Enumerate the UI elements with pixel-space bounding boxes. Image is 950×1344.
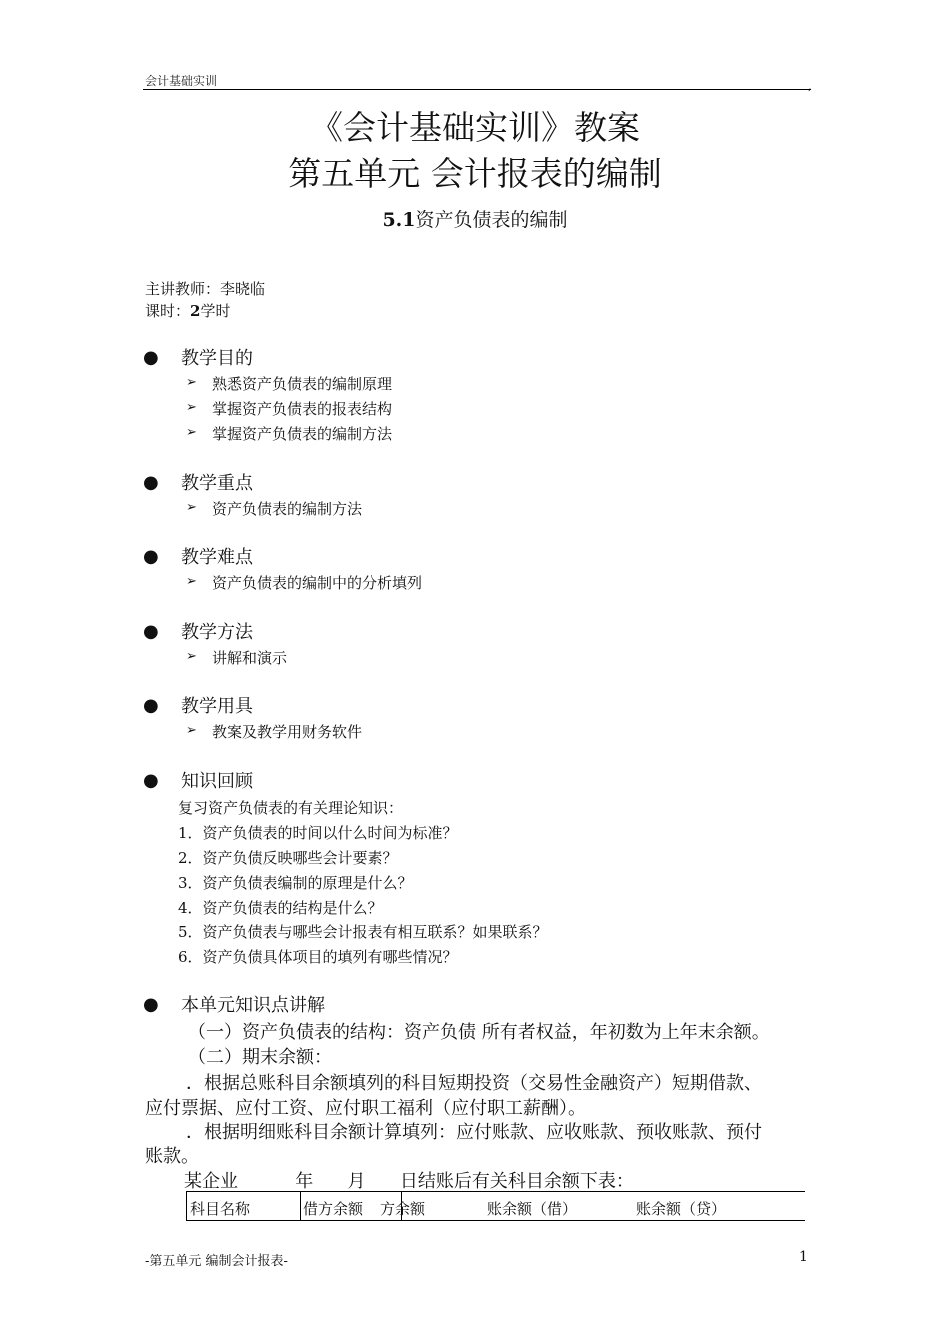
table-header-cell: 科目名称: [190, 1200, 251, 1218]
bullet-icon: ●: [143, 546, 159, 567]
list-item: 讲解和演示: [212, 649, 288, 667]
bullet-icon: ●: [143, 347, 159, 368]
list-item: 掌握资产负债表的编制方法: [212, 425, 393, 443]
table-header-cell: 方余额: [380, 1200, 426, 1218]
doc-title: 《会计基础实训》教案: [310, 108, 640, 147]
table-caption: 某企业 年 月 日结账后有关科目余额下表：: [184, 1171, 634, 1192]
header-rule: [143, 89, 811, 90]
review-item: 3．资产负债表编制的原理是什么？: [178, 874, 413, 892]
lecture-para-2: （二）期末余额：: [188, 1047, 332, 1068]
review-item: 4．资产负债表的结构是什么？: [178, 899, 383, 917]
teacher-name: 李晓临: [220, 280, 266, 298]
arrow-icon: ➢: [186, 375, 197, 390]
balance-table-header: [186, 1191, 805, 1221]
subtitle-number: 5.1: [382, 209, 416, 231]
hours-number: 2: [190, 302, 201, 320]
footer-text: -第五单元 编制会计报表-: [145, 1254, 288, 1269]
review-item: 5．资产负债表与哪些会计报表有相互联系？如果联系？: [178, 923, 548, 941]
lecture-para-4a: ．根据明细账科目余额计算填列：应付账款、应收账款、预收账款、预付: [186, 1122, 762, 1143]
section-title-review: 知识回顾: [181, 771, 253, 792]
table-header-cell: 借方余额: [303, 1200, 364, 1218]
section-title-goals: 教学目的: [181, 348, 253, 369]
arrow-icon: ➢: [186, 425, 197, 440]
section-title-method: 教学方法: [181, 622, 253, 643]
arrow-icon: ➢: [186, 500, 197, 515]
bullet-icon: ●: [143, 994, 159, 1015]
list-item: 教案及教学用财务软件: [212, 723, 363, 741]
arrow-icon: ➢: [186, 649, 197, 664]
section-title-tools: 教学用具: [181, 696, 253, 717]
review-item: 2．资产负债反映哪些会计要素？: [178, 849, 398, 867]
bullet-icon: ●: [143, 621, 159, 642]
arrow-icon: ➢: [186, 723, 197, 738]
table-header-cell: 账余额（贷）: [636, 1200, 727, 1218]
bullet-icon: ●: [143, 770, 159, 791]
review-item: 1．资产负债表的时间以什么时间为标准？: [178, 824, 458, 842]
page-number: 1: [799, 1249, 808, 1265]
hours-unit: 学时: [200, 302, 231, 320]
bullet-icon: ●: [143, 472, 159, 493]
arrow-icon: ➢: [186, 574, 197, 589]
review-intro: 复习资产负债表的有关理论知识：: [178, 799, 404, 817]
subtitle-text: 资产负债表的编制: [415, 209, 568, 231]
hours-label: 课时：: [145, 302, 191, 320]
lecture-para-3a: ．根据总账科目余额填列的科目短期投资（交易性金融资产）短期借款、: [186, 1073, 762, 1094]
teacher-line: [145, 278, 265, 299]
lecture-para-3b: 应付票据、应付工资、应付职工福利（应付职工薪酬）。: [145, 1098, 586, 1119]
hours-line: [145, 300, 230, 321]
review-item: 6．资产负债具体项目的填列有哪些情况？: [178, 948, 458, 966]
lecture-para-4b: 账款。: [145, 1146, 199, 1167]
list-item: 资产负债表的编制方法: [212, 500, 363, 518]
unit-title: 第五单元 会计报表的编制: [288, 154, 662, 193]
list-item: 熟悉资产负债表的编制原理: [212, 375, 393, 393]
list-item: 资产负债表的编制中的分析填列: [212, 574, 423, 592]
teacher-label: 主讲教师：: [145, 280, 221, 298]
list-item: 掌握资产负债表的报表结构: [212, 400, 393, 418]
arrow-icon: ➢: [186, 400, 197, 415]
section-subtitle: [0, 205, 950, 232]
bullet-icon: ●: [143, 695, 159, 716]
section-title-focus: 教学重点: [181, 473, 253, 494]
section-title-difficulty: 教学难点: [181, 547, 253, 568]
header-comma: ,: [808, 80, 812, 93]
section-title-lecture: 本单元知识点讲解: [181, 995, 325, 1016]
running-header: 会计基础实训: [145, 74, 218, 88]
table-divider: [300, 1192, 301, 1220]
table-header-cell: 账余额（借）: [487, 1200, 578, 1218]
lecture-para-1: （一）资产负债表的结构：资产负债 所有者权益，年初数为上年末余额。: [188, 1022, 770, 1043]
